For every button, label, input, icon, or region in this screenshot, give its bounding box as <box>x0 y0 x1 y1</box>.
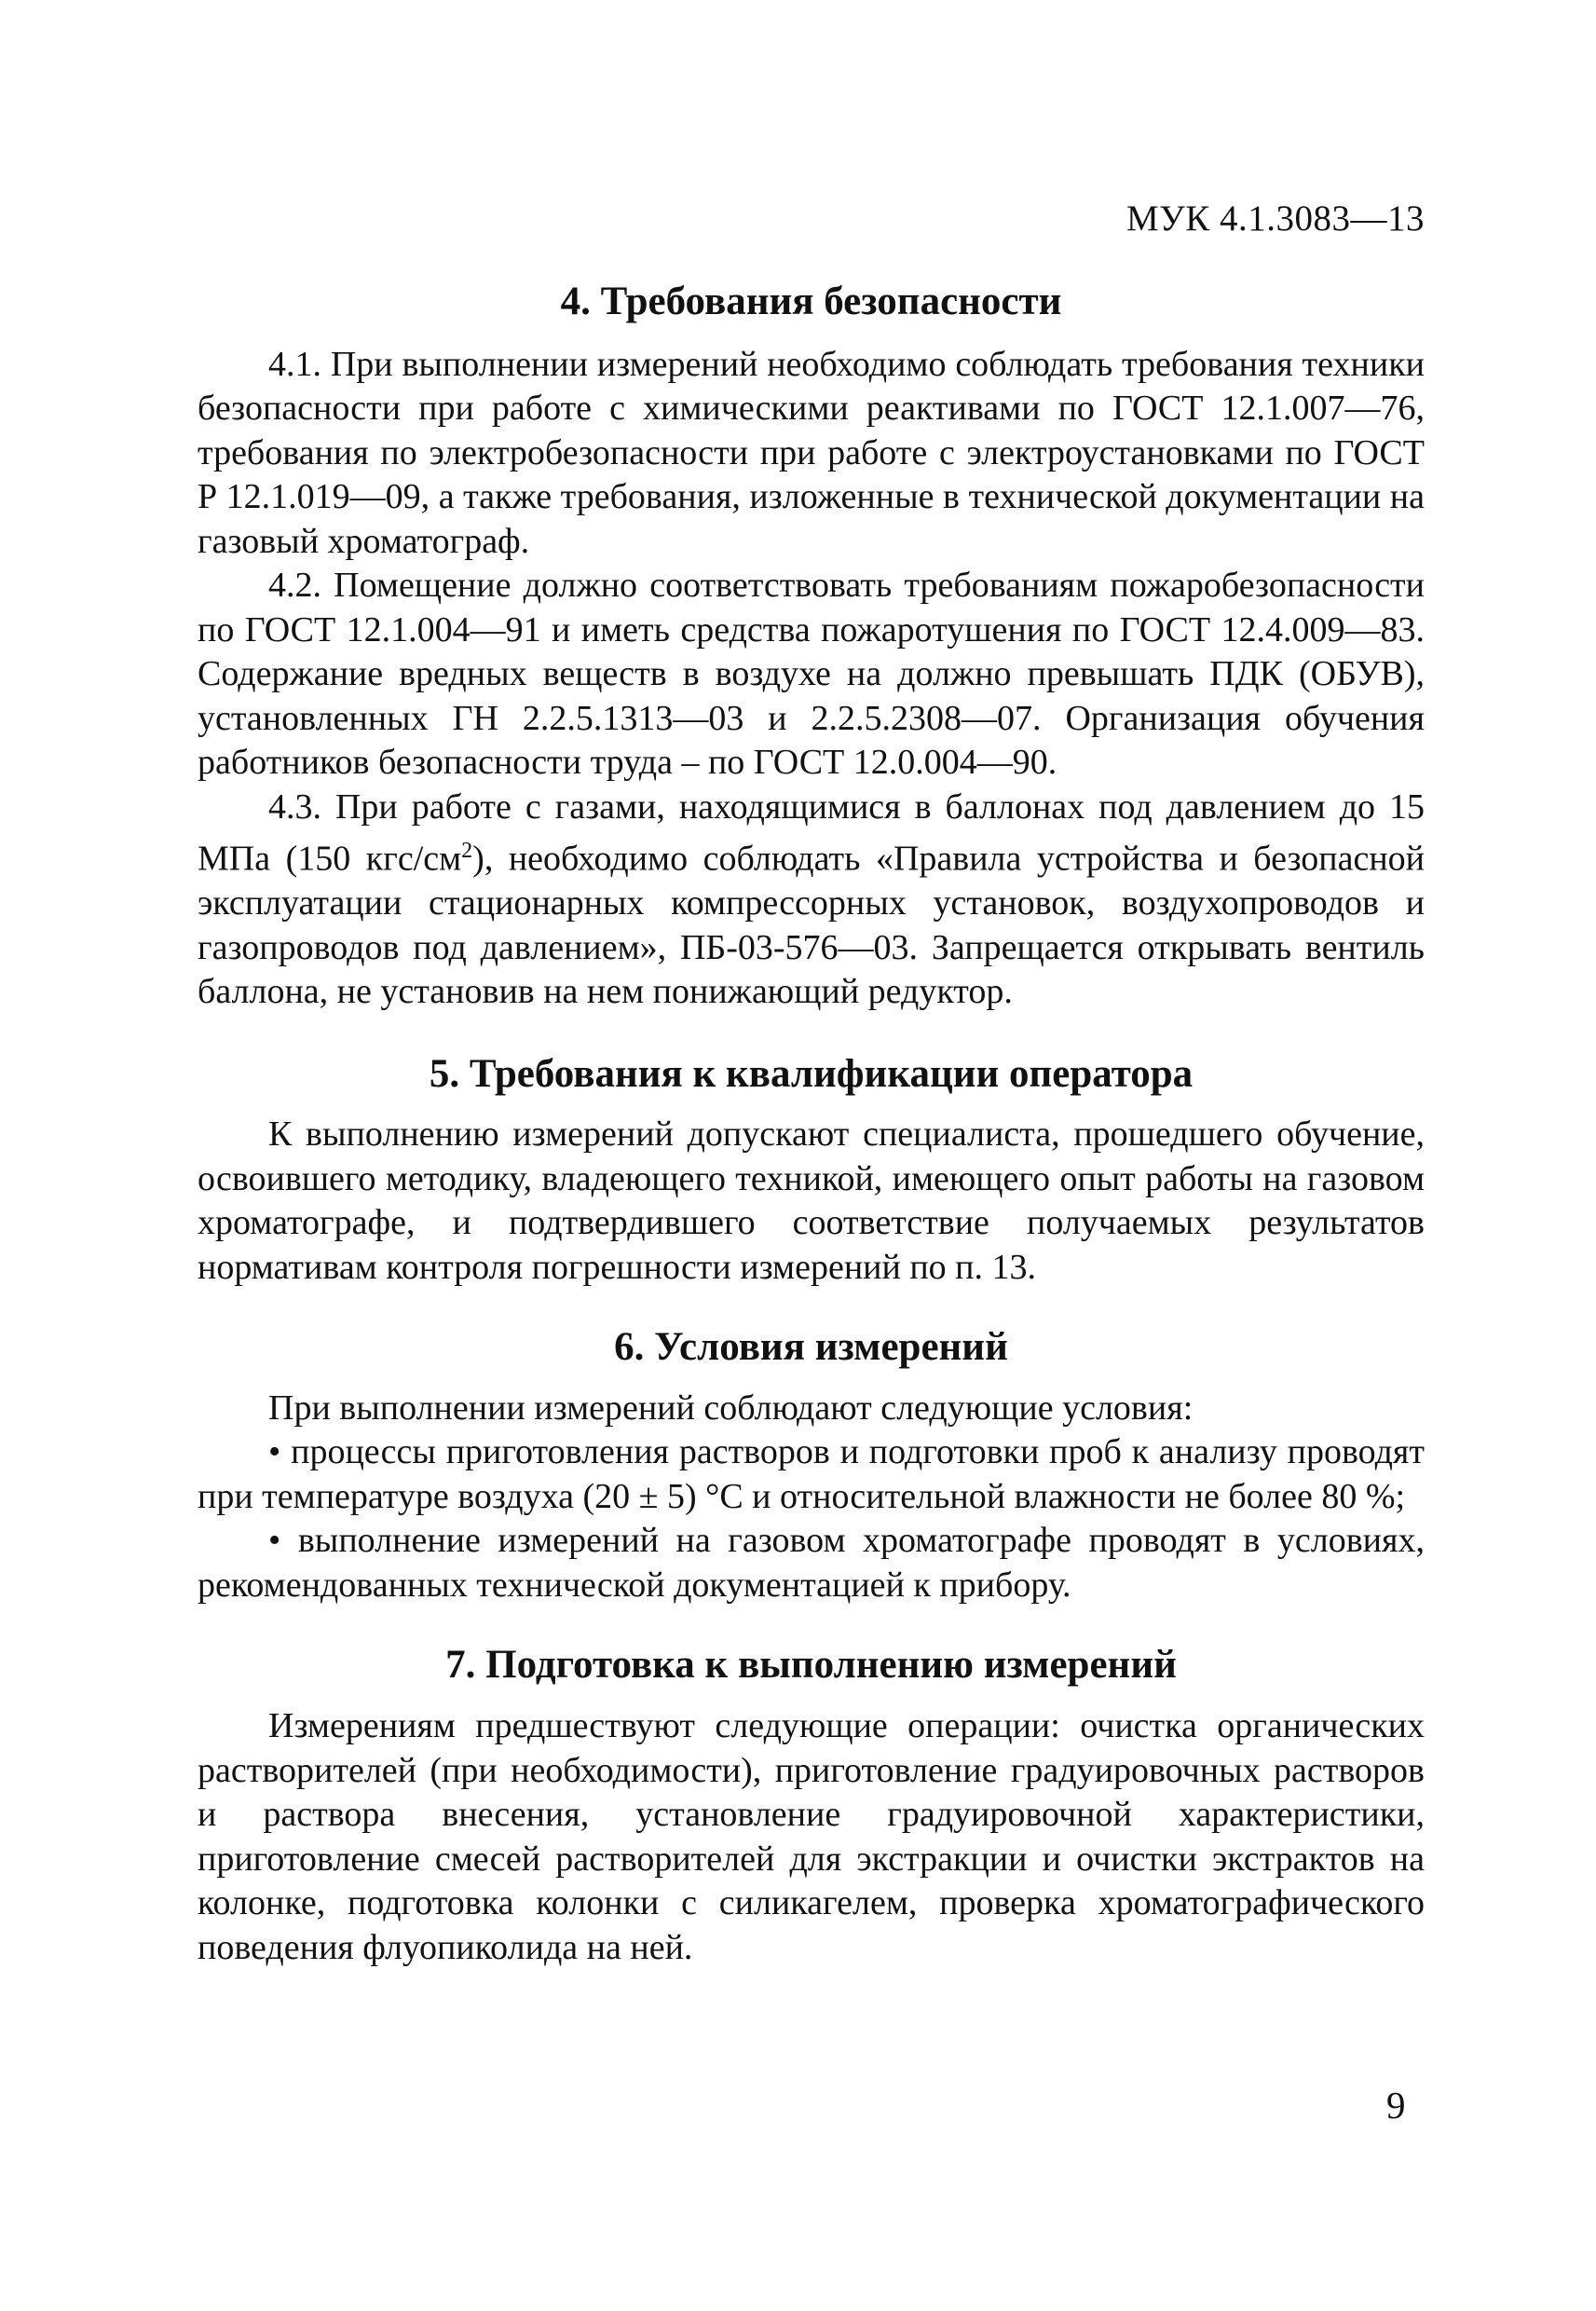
paragraph-5: К выполнению измерений допускают специалиста, прошедшего обучение, освоившего методику, владеющего техникой, имеющего опыт работы на газовом хроматографе, и подтвердившего соответствие получаемых результатов нормативам контроля погрешности измерений по п. 13. <box>198 1114 1425 1287</box>
page-content <box>198 278 1425 1970</box>
paragraph-4-3-part1: 4.3. При работе с газами, находящимися в баллонах под давлением до 15 МПа (150 кгс/см <box>198 786 1425 879</box>
section-7-title: 7. Подготовка к выполнению измерений <box>445 1643 1177 1688</box>
page-number: 9 <box>1386 2084 1406 2126</box>
section-4-title: 4. Требования безопасности <box>560 280 1062 323</box>
paragraph-7: Измерениям предшествуют следующие операции: очистка органических растворителей (при необходимости), приготовление градуировочных растворов и раствора внесения, установление градуировочной характеристики, приготовление смесей растворителей для экстракции и очистки экстрактов на колонке, подготовка колонки с силикагелем, проверка хроматографического поведения флуопиколида на ней. <box>198 1706 1425 1967</box>
superscript-2: 2 <box>461 839 473 864</box>
paragraph-4-1: 4.1. При выполнении измерений необходимо соблюдать требования техники безопасности при работе с химическими реактивами по ГОСТ 12.1.007—76, требования по электробезопасности при работе с электроустановками по ГОСТ Р 12.1.019—09, а также требования, изложенные в технической документации на газовый хроматограф. <box>198 344 1425 561</box>
paragraph-4-3-part2: ), необходимо соблюдать «Правила устройства и безопасной эксплуатации стационарных компрессорных установок, воздухопроводов и газопроводов под давлением», ПБ-03-576—03. Запрещается открывать вентиль баллона, не установив на нем понижающий редуктор. <box>198 839 1425 1012</box>
bullet-item-1: • процессы приготовления растворов и подготовки проб к анализу проводят при температуре воздуха (20 ± 5) °С и относительной влажности не более 80 %; <box>198 1430 1425 1519</box>
paragraph-6-intro: При выполнении измерений соблюдают следующие условия: <box>268 1388 1194 1428</box>
section-6-title: 6. Условия измерений <box>614 1325 1008 1370</box>
paragraph-4-2: 4.2. Помещение должно соответствовать требованиям пожаробезопасности по ГОСТ 12.1.004—91 и иметь средства пожаротушения по ГОСТ 12.4.009—83. Содержание вредных веществ в воздухе на должно превышать ПДК (ОБУВ), установленных ГН 2.2.5.1313—03 и 2.2.5.2308—07. Организация обучения работников безопасности труда – по ГОСТ 12.0.004—90. <box>198 566 1425 783</box>
bullet-item-2: • выполнение измерений на газовом хроматографе проводят в условиях, рекомендованных технической документацией к прибору. <box>198 1519 1425 1607</box>
paragraph-4-3 <box>198 786 1425 1015</box>
document-code: МУК 4.1.3083—13 <box>1125 198 1425 239</box>
section-5-title: 5. Требования к квалификации оператора <box>429 1051 1194 1096</box>
